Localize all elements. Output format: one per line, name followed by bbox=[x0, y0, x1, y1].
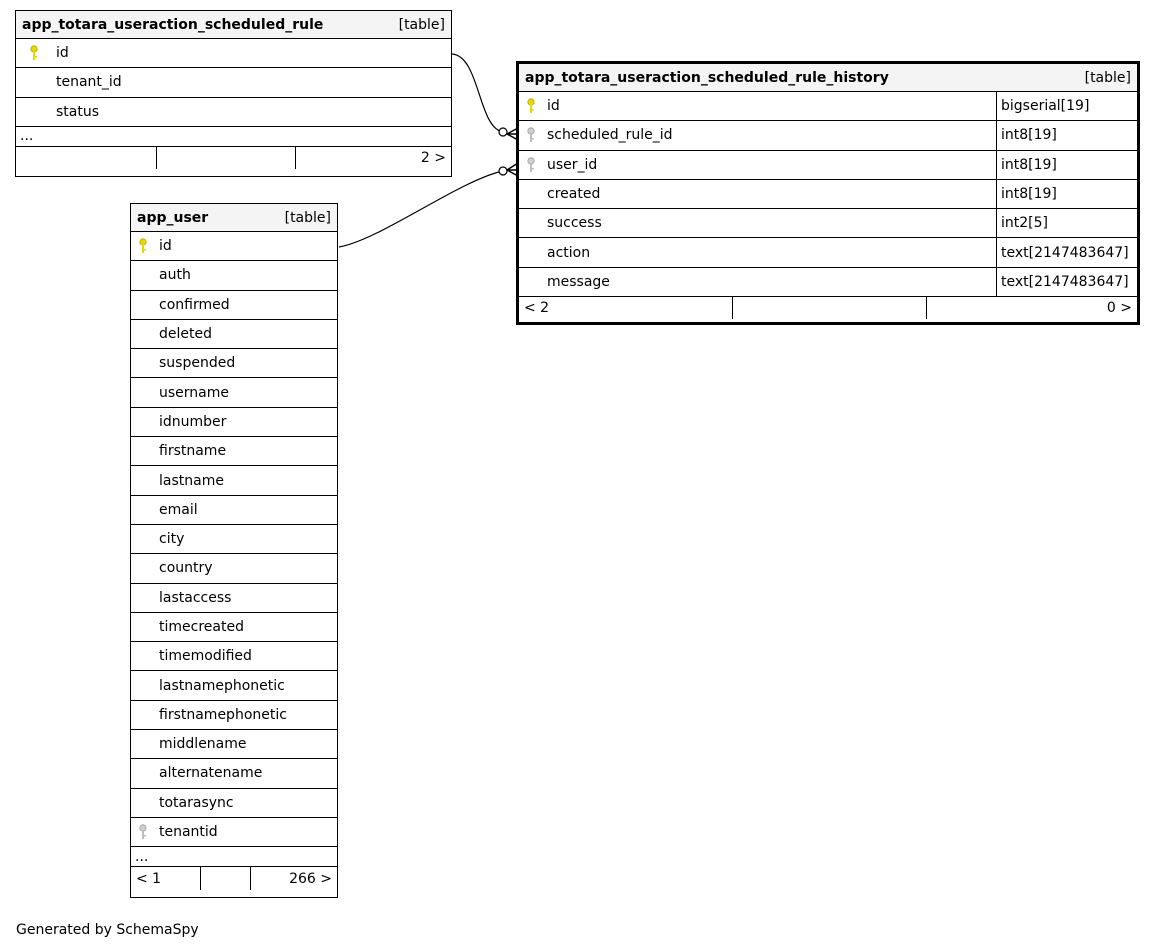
column-row[interactable] bbox=[131, 671, 337, 700]
column-name: tenantid bbox=[159, 824, 218, 841]
column-name: timemodified bbox=[159, 648, 252, 665]
table-app-user[interactable] bbox=[130, 203, 338, 898]
column-name: email bbox=[159, 501, 198, 518]
column-name: deleted bbox=[159, 326, 212, 343]
column-name: city bbox=[159, 531, 185, 548]
zero-cardinality-marker bbox=[499, 128, 507, 136]
column-name: firstname bbox=[159, 443, 227, 460]
column-name: username bbox=[159, 384, 229, 401]
table-header bbox=[519, 64, 1137, 92]
column-row[interactable] bbox=[131, 730, 337, 759]
column-name: lastname bbox=[159, 472, 224, 489]
column-row[interactable] bbox=[131, 437, 337, 466]
column-row[interactable] bbox=[131, 466, 337, 495]
column-row[interactable] bbox=[131, 818, 337, 847]
primary-key-icon bbox=[131, 238, 155, 254]
footer-children[interactable]: 2 > bbox=[295, 147, 451, 169]
column-type: int8[19] bbox=[996, 180, 1137, 208]
more-columns: ... bbox=[131, 847, 337, 867]
relationship-edge-scheduled-rule bbox=[452, 54, 503, 132]
column-type: text[2147483647] bbox=[996, 268, 1137, 296]
table-footer bbox=[16, 147, 451, 169]
column-name: tenant_id bbox=[56, 74, 122, 91]
column-name: auth bbox=[159, 267, 191, 284]
column-row[interactable] bbox=[131, 554, 337, 583]
column-row[interactable] bbox=[131, 320, 337, 349]
footer-children[interactable]: 0 > bbox=[926, 297, 1137, 319]
table-header bbox=[131, 204, 337, 232]
column-row[interactable] bbox=[131, 701, 337, 730]
column-row[interactable] bbox=[519, 268, 1137, 297]
column-name: created bbox=[547, 186, 601, 203]
column-row[interactable] bbox=[131, 642, 337, 671]
column-row[interactable] bbox=[131, 789, 337, 818]
relationship-edge-user bbox=[339, 171, 503, 247]
column-name: suspended bbox=[159, 355, 236, 372]
column-name: status bbox=[56, 103, 100, 120]
column-name: confirmed bbox=[159, 296, 230, 313]
table-kind: [table] bbox=[1084, 69, 1131, 86]
generated-by-label: Generated by SchemaSpy bbox=[16, 922, 199, 938]
footer-children[interactable]: 266 > bbox=[250, 867, 337, 890]
column-row[interactable] bbox=[131, 613, 337, 642]
column-row[interactable] bbox=[131, 261, 337, 290]
column-row[interactable] bbox=[16, 68, 451, 97]
column-row[interactable] bbox=[131, 349, 337, 378]
column-name: firstnamephonetic bbox=[159, 706, 287, 723]
column-row[interactable] bbox=[131, 291, 337, 320]
column-row[interactable] bbox=[16, 39, 451, 68]
footer-middle bbox=[200, 867, 250, 890]
column-name: lastnamephonetic bbox=[159, 677, 285, 694]
column-row[interactable] bbox=[519, 180, 1137, 209]
zero-cardinality-marker bbox=[499, 167, 507, 175]
column-row[interactable] bbox=[131, 584, 337, 613]
primary-key-icon bbox=[16, 45, 52, 61]
footer-middle bbox=[156, 147, 295, 169]
column-row[interactable] bbox=[519, 151, 1137, 180]
column-name: id bbox=[547, 98, 560, 115]
column-row[interactable] bbox=[131, 525, 337, 554]
table-kind: [table] bbox=[284, 209, 331, 226]
column-row[interactable] bbox=[131, 408, 337, 437]
primary-key-icon bbox=[519, 98, 543, 114]
column-name: user_id bbox=[547, 156, 598, 173]
column-name: success bbox=[547, 215, 602, 232]
column-name: lastaccess bbox=[159, 589, 232, 606]
column-name: id bbox=[56, 45, 69, 62]
column-row[interactable] bbox=[131, 232, 337, 261]
footer-parents[interactable]: < 2 bbox=[524, 300, 550, 317]
column-name: idnumber bbox=[159, 413, 227, 430]
column-name: message bbox=[547, 273, 610, 290]
column-name: country bbox=[159, 560, 213, 577]
column-row[interactable] bbox=[519, 92, 1137, 121]
column-name: alternatename bbox=[159, 765, 263, 782]
column-row[interactable] bbox=[519, 209, 1137, 238]
column-row[interactable] bbox=[16, 98, 451, 127]
column-name: totarasync bbox=[159, 794, 234, 811]
column-type: int2[5] bbox=[996, 209, 1137, 237]
foreign-key-icon bbox=[131, 824, 155, 840]
column-row[interactable] bbox=[131, 496, 337, 525]
footer-parents[interactable] bbox=[16, 147, 156, 169]
column-type: bigserial[19] bbox=[996, 92, 1137, 120]
column-name: scheduled_rule_id bbox=[547, 127, 673, 144]
table-scheduled-rule[interactable] bbox=[15, 10, 452, 177]
table-footer bbox=[131, 867, 337, 890]
column-type: text[2147483647] bbox=[996, 238, 1137, 266]
table-scheduled-rule-history[interactable] bbox=[516, 61, 1140, 325]
table-name: app_totara_useraction_scheduled_rule bbox=[22, 16, 324, 33]
table-header bbox=[16, 11, 451, 39]
column-row[interactable] bbox=[519, 121, 1137, 150]
foreign-key-icon bbox=[519, 157, 543, 173]
footer-parents[interactable]: < 1 bbox=[136, 870, 162, 887]
table-footer bbox=[519, 297, 1137, 319]
column-row[interactable] bbox=[519, 238, 1137, 267]
more-columns: ... bbox=[16, 127, 451, 147]
foreign-key-icon bbox=[519, 127, 543, 143]
table-name: app_user bbox=[137, 209, 209, 226]
column-name: action bbox=[547, 244, 591, 261]
column-type: int8[19] bbox=[996, 121, 1137, 149]
table-name: app_totara_useraction_scheduled_rule_history bbox=[525, 69, 889, 86]
column-row[interactable] bbox=[131, 378, 337, 407]
table-kind: [table] bbox=[398, 16, 445, 33]
column-name: middlename bbox=[159, 736, 247, 753]
column-name: id bbox=[159, 238, 172, 255]
column-type: int8[19] bbox=[996, 151, 1137, 179]
column-name: timecreated bbox=[159, 619, 244, 635]
column-row[interactable] bbox=[131, 759, 337, 788]
footer-middle bbox=[732, 297, 926, 319]
